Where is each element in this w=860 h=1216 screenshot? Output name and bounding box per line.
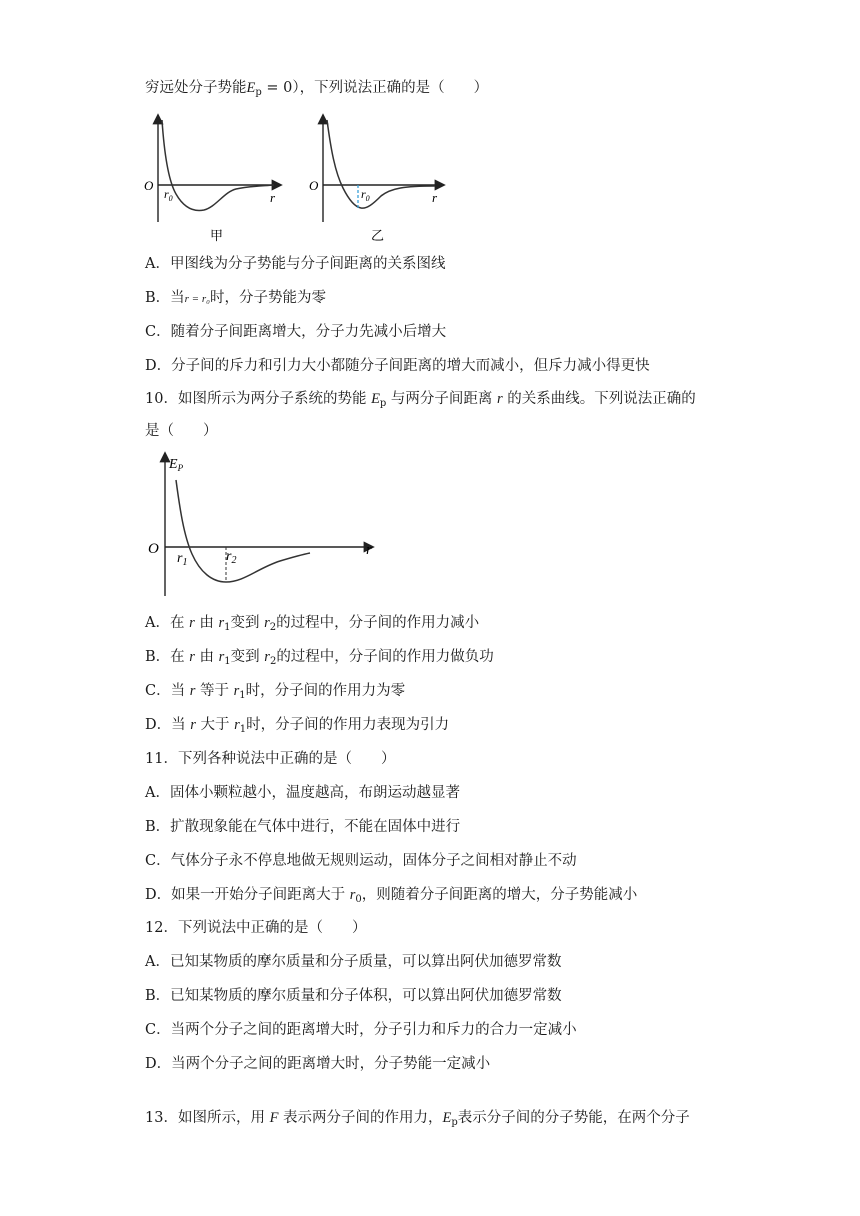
q13-mid: 表示两分子间的作用力，: [278, 1110, 443, 1126]
q9-stem-question: ），下列说法正确的是（ ）: [292, 80, 489, 96]
q10-ep-subscript: p: [379, 398, 387, 409]
q11-option-d: D．如果一开始分子间距离大于 $r_0$，则随着分子间距离的增大，分子势能减小: [145, 887, 638, 905]
q13-pre: 13．如图所示，用: [145, 1110, 270, 1126]
q10-option-c: C．当 r 等于 $r_1$时，分子间的作用力为零: [145, 683, 406, 701]
q10-option-d: D．当 r 大于 $r_1$时，分子间的作用力表现为引力: [145, 717, 450, 735]
q9-yi-caption: 乙: [371, 228, 385, 243]
q10-option-a: A．在 r 由 $r_1$变到 $r_2$的过程中，分子间的作用力减小: [145, 615, 480, 633]
q13-ep-subscript: p: [451, 1117, 458, 1128]
q9-option-d: D．分子间的斥力和引力大小都随分子间距离的增大而减小，但斥力减小得更快: [145, 358, 650, 374]
q9-jia-r0-label: $r_0$: [164, 187, 173, 203]
q10-r-symbol: r: [497, 391, 503, 407]
q10-a-r1: r: [218, 615, 225, 631]
q9-option-b-math: r = r₀: [184, 293, 210, 305]
q10-stem-line1: [145, 389, 696, 414]
q10-r1-label: $r_1$: [177, 551, 188, 568]
q12-option-b: B．已知某物质的摩尔质量和分子体积，可以算出阿伏加德罗常数: [145, 988, 562, 1004]
q10-option-b: B．在 r 由 $r_1$变到 $r_2$的过程中，分子间的作用力做负功: [145, 649, 494, 667]
q10-c-r: r: [189, 683, 196, 699]
q13-ep-symbol: E: [442, 1110, 452, 1126]
q10-b-mid2: 变到: [230, 649, 265, 665]
q10-ylabel: $E_P$: [169, 457, 184, 473]
q9-figure-yi: [305, 110, 455, 245]
q13-post: 表示分子间的分子势能，在两个分子: [457, 1110, 690, 1126]
q10-origin: O: [148, 541, 159, 557]
q9-yi-r0-label: $r_0$: [361, 187, 370, 203]
q11-option-c: C．气体分子永不停息地做无规则运动，固体分子之间相对静止不动: [145, 853, 577, 869]
q12-option-c: C．当两个分子之间的距离增大时，分子引力和斥力的合力一定减小: [145, 1022, 577, 1038]
q9-option-b: [145, 288, 326, 309]
q9-jia-curve: [162, 120, 274, 210]
q9-ep-subscript: p: [255, 87, 262, 98]
q11-d-r0: r: [349, 887, 356, 903]
q10-r2-label: $r_2$: [226, 549, 237, 566]
q10-d-pre: D．当: [145, 717, 191, 733]
q10-curve: [176, 480, 310, 582]
q9-figure-jia: [140, 110, 290, 245]
q10-c-pre: C．当: [145, 683, 190, 699]
q9-ep-symbol: E: [246, 80, 256, 96]
q10-figure: [140, 448, 390, 603]
q9-yi-axis-label: r: [432, 190, 438, 205]
q10-b-r: r: [189, 649, 195, 665]
q10-d-post: 时，分子间的作用力表现为引力: [246, 717, 450, 733]
q10-b-post: 的过程中，分子间的作用力做负功: [276, 649, 494, 665]
q9-option-c: C．随着分子间距离增大，分子力先减小后增大: [145, 324, 447, 340]
q10-stem-pre: 10．如图所示为两分子系统的势能: [145, 391, 372, 407]
q9-yi-curve: [327, 120, 435, 208]
q9-option-a: A．甲图线为分子势能与分子间距离的关系图线: [145, 256, 446, 272]
q9-stem-text: 穷远处分子势能: [145, 80, 247, 96]
q10-c-mid: 等于: [195, 683, 234, 699]
q12-stem: 12．下列说法中正确的是（ ）: [145, 920, 367, 936]
q12-option-a: A．已知某物质的摩尔质量和分子质量，可以算出阿伏加德罗常数: [145, 954, 562, 970]
q11-d-post: ，则随着分子间距离的增大，分子势能减小: [361, 887, 638, 903]
q9-jia-origin: O: [144, 178, 154, 193]
q9-jia-axis-label: r: [270, 190, 276, 205]
q10-b-r2: r: [264, 649, 270, 665]
q13-f-symbol: F: [269, 1110, 279, 1126]
q11-stem: 11．下列各种说法中正确的是（ ）: [145, 751, 396, 767]
q10-stem-post: 的关系曲线。下列说法正确的: [502, 391, 696, 407]
q10-b-mid1: 由: [194, 649, 219, 665]
q10-a-r: r: [189, 615, 195, 631]
q10-ep-symbol: E: [371, 391, 380, 407]
q9-stem: [145, 78, 488, 103]
q10-d-r: r: [190, 717, 196, 733]
q11-option-a: A．固体小颗粒越小，温度越高，布朗运动越显著: [145, 785, 460, 801]
q10-a-r2: r: [264, 615, 270, 631]
q10-a-mid1: 由: [194, 615, 219, 631]
q10-d-mid: 大于: [195, 717, 235, 733]
q11-option-b: B．扩散现象能在气体中进行，不能在固体中进行: [145, 819, 461, 835]
q10-b-r1: r: [218, 649, 225, 665]
q10-a-pre: A．在: [145, 615, 190, 631]
q10-stem-mid: 与两分子间距离: [386, 391, 498, 407]
q9-option-b-post: 时，分子势能为零: [209, 290, 326, 306]
q9-ep-value: = 0: [261, 80, 293, 96]
q10-a-post: 的过程中，分子间的作用力减小: [276, 615, 480, 631]
q12-option-d: D．当两个分子之间的距离增大时，分子势能一定减小: [145, 1056, 491, 1072]
q10-d-r1: r: [234, 717, 240, 733]
q10-a-mid2: 变到: [230, 615, 265, 631]
q9-option-b-pre: B．当: [145, 290, 185, 306]
q10-c-r1: r: [233, 683, 240, 699]
q10-axis-label: r: [366, 542, 372, 558]
q10-c-post: 时，分子间的作用力为零: [245, 683, 406, 699]
q9-yi-origin: O: [309, 178, 319, 193]
q11-d-pre: D．如果一开始分子间距离大于: [145, 887, 350, 903]
q13-stem: [145, 1108, 690, 1133]
q9-jia-caption: 甲: [210, 228, 224, 243]
q10-b-pre: B．在: [145, 649, 190, 665]
q10-stem-line2: 是（ ）: [145, 423, 218, 439]
